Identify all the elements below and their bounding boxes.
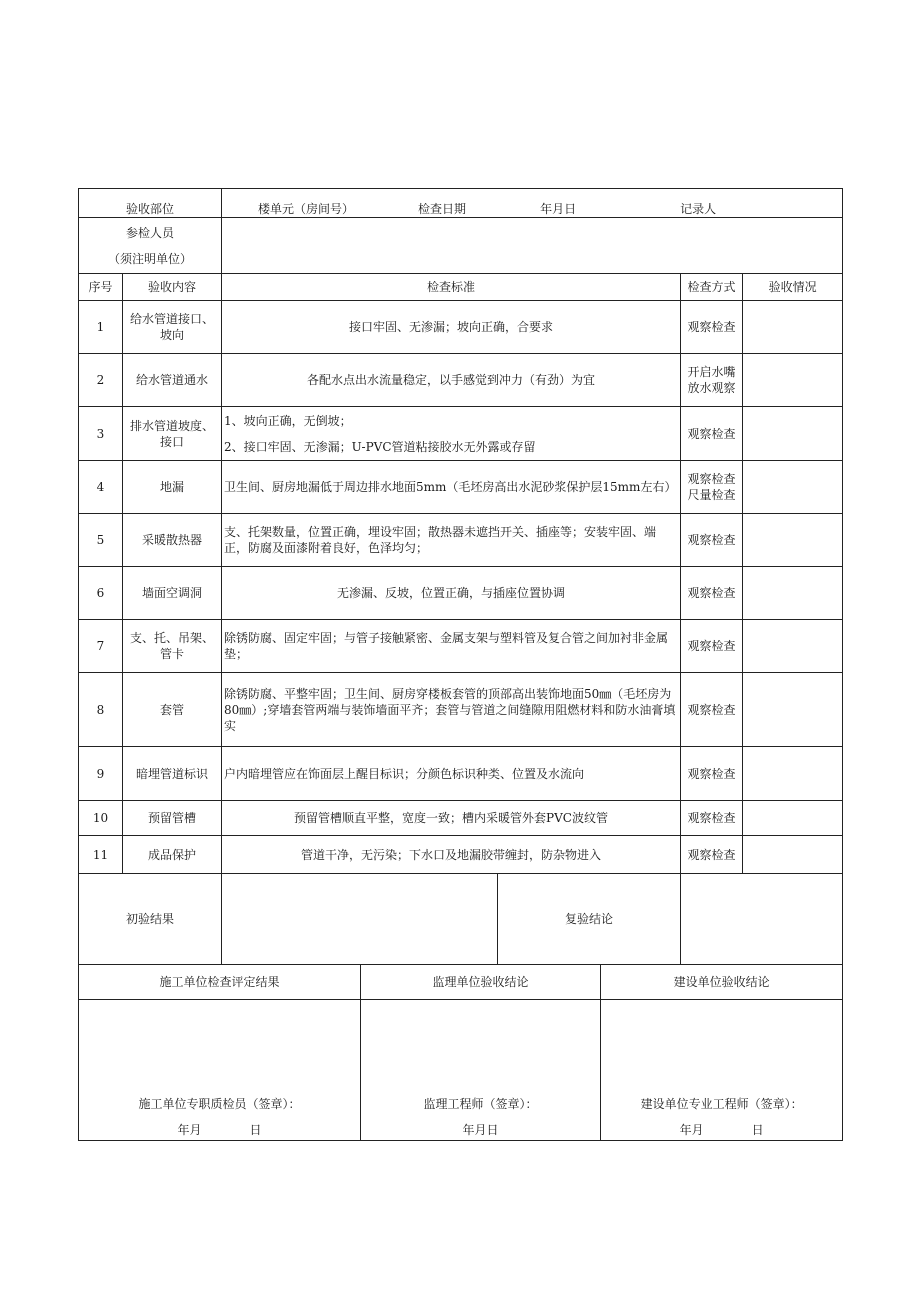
table-row [79, 567, 843, 620]
row-content: 给水管道接口、坡向 [123, 301, 222, 354]
row-no: 4 [79, 461, 123, 514]
recheck-label: 复验结论 [498, 874, 681, 965]
recorder-label: 记录人 [680, 202, 717, 216]
row-content: 暗埋管道标识 [123, 747, 222, 801]
contractor-sign: 施工单位专职质检员（签章）： [138, 1097, 301, 1111]
row-content: 墙面空调洞 [123, 567, 222, 620]
row-no: 2 [79, 354, 123, 407]
inspectors-value [222, 218, 843, 274]
inspectors-label: 参检人员 [126, 225, 175, 240]
row-result [743, 801, 843, 836]
row-result [743, 514, 843, 567]
row-no: 8 [79, 673, 123, 747]
row-no: 10 [79, 801, 123, 836]
col-standard-header: 检查标准 [222, 274, 681, 301]
row-method: 观察检查 [681, 567, 743, 620]
row-standard: 预留管槽顺直平整，宽度一致；槽内采暖管外套PVC波纹管 [222, 801, 681, 836]
table-row [79, 407, 843, 461]
row-content: 预留管槽 [123, 801, 222, 836]
inspectors-label-cell [79, 218, 222, 274]
supervisor-title: 监理单位验收结论 [361, 965, 601, 1000]
contractor-sign-cell [79, 1000, 361, 1141]
col-result-header: 验收情况 [743, 274, 843, 301]
row-result [743, 836, 843, 874]
row-standard-line2: 2、接口牢固、无渗漏；U-PVC管道粘接胶水无外露或存留 [224, 439, 536, 454]
col-no-header: 序号 [79, 274, 123, 301]
part-label: 验收部位 [79, 189, 222, 218]
row-result [743, 301, 843, 354]
row-method: 观察检查 [681, 801, 743, 836]
row-standard: 支、托架数量，位置正确，埋设牢固；散热器未遮挡开关、插座等；安装牢固、端正，防腐及面漆附着良好，色泽均匀； [222, 514, 681, 567]
initial-result-label: 初验结果 [79, 874, 222, 965]
contractor-date: 年月 日 [177, 1123, 262, 1137]
row-result [743, 461, 843, 514]
owner-title: 建设单位验收结论 [601, 965, 843, 1000]
row-method: 观察检查 [681, 836, 743, 874]
row-result [743, 354, 843, 407]
row-standard-line1: 1、坡向正确，无倒坡； [224, 413, 352, 428]
row-result [743, 673, 843, 747]
row-content: 套管 [123, 673, 222, 747]
table-row [79, 301, 843, 354]
row-method: 观察检查 [681, 747, 743, 801]
owner-date: 年月 日 [679, 1123, 764, 1137]
col-method-header: 检查方式 [681, 274, 743, 301]
initial-result-value [222, 874, 498, 965]
owner-sign: 建设单位专业工程师（签章）： [640, 1097, 803, 1111]
row-no: 9 [79, 747, 123, 801]
table-row [79, 354, 843, 407]
supervisor-date: 年月日 [462, 1123, 499, 1137]
date-value: 年月日 [540, 202, 577, 216]
supervisor-sign-cell [361, 1000, 601, 1141]
contractor-title: 施工单位检查评定结果 [79, 965, 361, 1000]
row-method: 开启水嘴放水观察 [681, 354, 743, 407]
row-standard: 除锈防腐、平整牢固；卫生间、厨房穿楼板套管的顶部高出装饰地面50㎜（毛坯房为80㎜）;穿墙套管两端与装饰墙面平齐；套管与管道之间缝隙用阻燃材料和防水油膏填实 [222, 673, 681, 747]
row-method: 观察检查 [681, 301, 743, 354]
table-row [79, 747, 843, 801]
acceptance-form [78, 188, 842, 1141]
location-label: 楼单元（房间号） [258, 202, 355, 216]
form-table [78, 188, 843, 1141]
row-content: 支、托、吊架、管卡 [123, 620, 222, 673]
row-no: 5 [79, 514, 123, 567]
row-no: 3 [79, 407, 123, 461]
owner-sign-cell [601, 1000, 843, 1141]
row-method: 观察检查尺量检查 [681, 461, 743, 514]
row-result [743, 567, 843, 620]
row-no: 1 [79, 301, 123, 354]
row-no: 6 [79, 567, 123, 620]
table-row [79, 801, 843, 836]
row-result [743, 407, 843, 461]
table-row [79, 673, 843, 747]
row-method: 观察检查 [681, 407, 743, 461]
row-standard: 除锈防腐、固定牢固；与管子接触紧密、金属支架与塑料管及复合管之间加衬非金属垫； [222, 620, 681, 673]
row-no: 7 [79, 620, 123, 673]
row-standard: 无渗漏、反坡，位置正确，与插座位置协调 [222, 567, 681, 620]
row-method: 观察检查 [681, 673, 743, 747]
date-label: 检查日期 [418, 202, 467, 216]
table-row [79, 461, 843, 514]
row-method: 观察检查 [681, 620, 743, 673]
col-content-header: 验收内容 [123, 274, 222, 301]
row-method: 观察检查 [681, 514, 743, 567]
row-standard: 接口牢固、无渗漏；坡向正确，合要求 [222, 301, 681, 354]
row-standard: 管道干净，无污染；下水口及地漏胶带缠封，防杂物进入 [222, 836, 681, 874]
supervisor-sign: 监理工程师（签章）： [423, 1097, 538, 1111]
row-content: 给水管道通水 [123, 354, 222, 407]
row-result [743, 747, 843, 801]
row-content: 地漏 [123, 461, 222, 514]
row-standard: 卫生间、厨房地漏低于周边排水地面5mm（毛坯房高出水泥砂浆保护层15mm左右） [222, 461, 681, 514]
row-content: 采暖散热器 [123, 514, 222, 567]
inspectors-note: （须注明单位） [108, 251, 193, 266]
row-standard: 户内暗埋管应在饰面层上醒目标识；分颜色标识种类、位置及水流向 [222, 747, 681, 801]
row-standard [222, 407, 681, 461]
header-info [222, 189, 843, 218]
table-row [79, 836, 843, 874]
row-standard: 各配水点出水流量稳定，以手感觉到冲力（有劲）为宜 [222, 354, 681, 407]
row-content: 排水管道坡度、接口 [123, 407, 222, 461]
recheck-value [681, 874, 843, 965]
row-result [743, 620, 843, 673]
row-content: 成品保护 [123, 836, 222, 874]
table-row [79, 620, 843, 673]
table-row [79, 514, 843, 567]
row-no: 11 [79, 836, 123, 874]
